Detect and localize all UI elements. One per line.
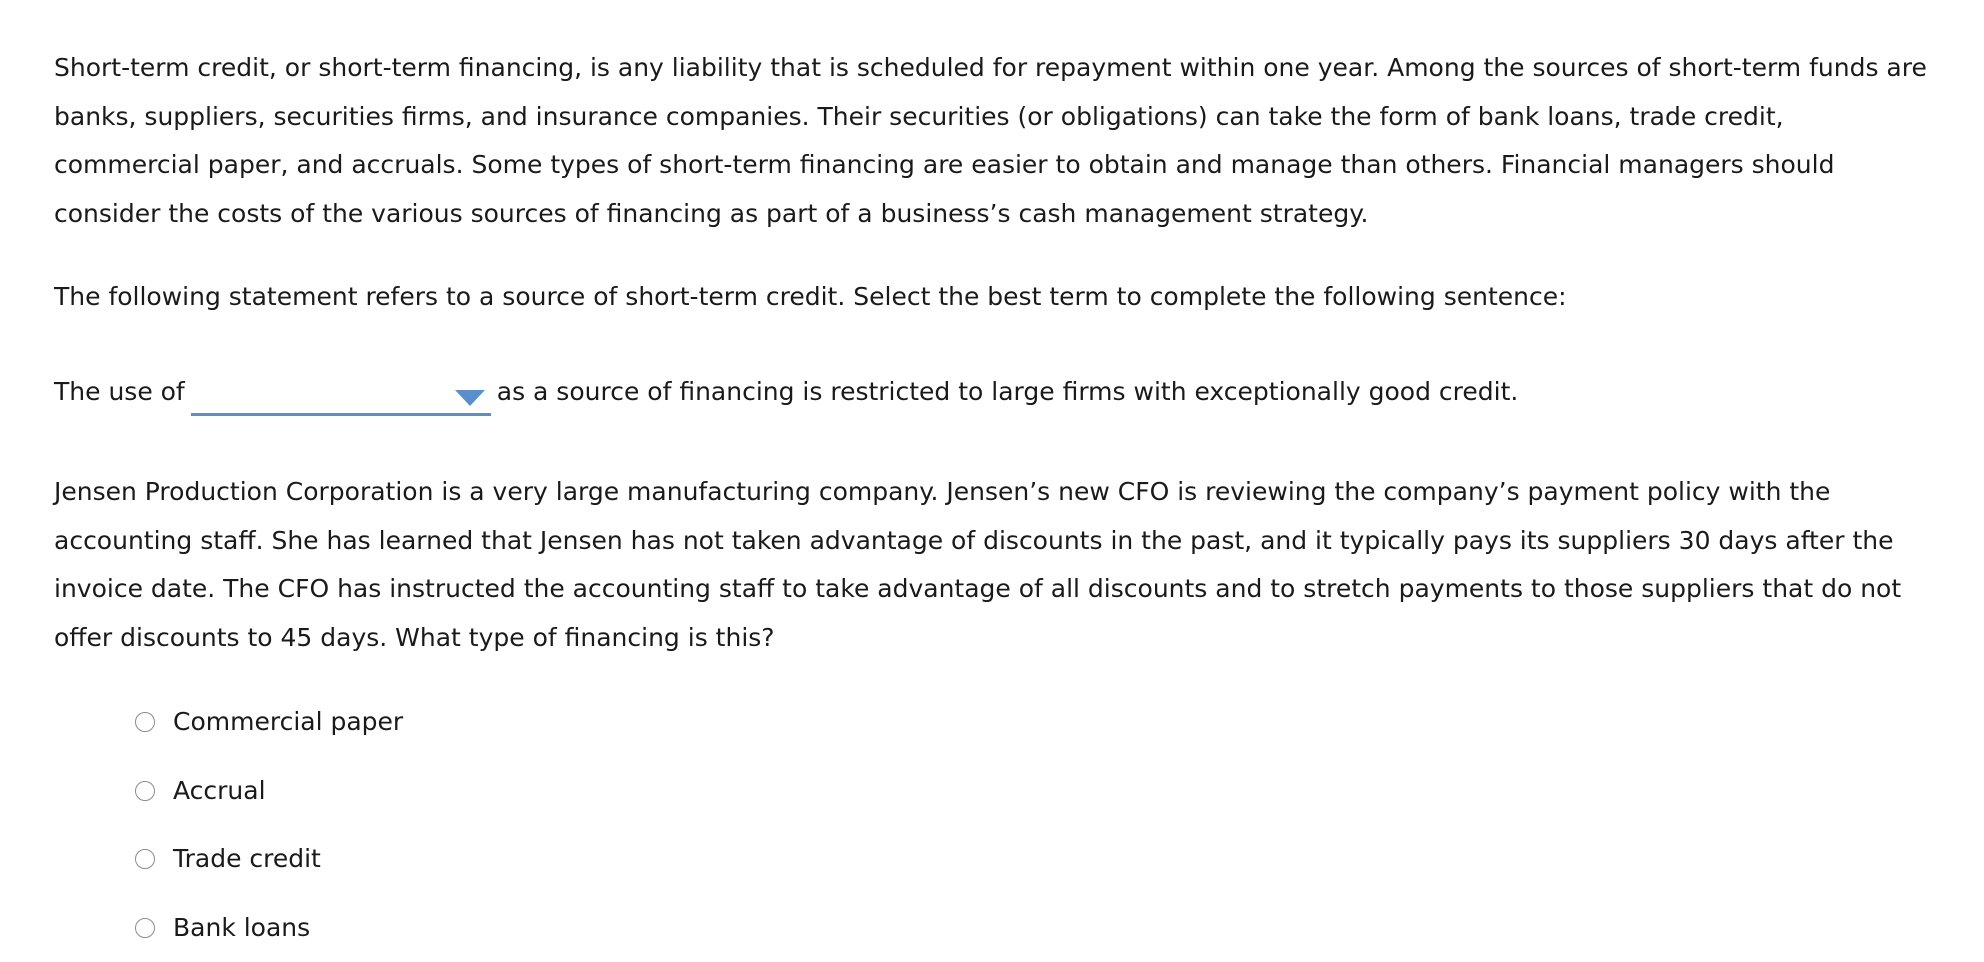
sentence-prefix: The use of	[54, 377, 185, 406]
option-label: Accrual	[173, 776, 266, 806]
sentence-suffix: as a source of financing is restricted to large firms with exceptionally good credit.	[497, 377, 1519, 406]
answer-options	[135, 688, 403, 962]
option-label: Bank loans	[173, 913, 310, 943]
option-label: Trade credit	[173, 844, 321, 874]
radio-button[interactable]	[135, 781, 155, 801]
fill-in-sentence	[54, 368, 1934, 416]
option-trade-credit[interactable]	[135, 825, 403, 894]
option-label: Commercial paper	[173, 707, 403, 737]
option-commercial-paper[interactable]	[135, 688, 403, 757]
term-dropdown[interactable]	[191, 373, 491, 416]
radio-button[interactable]	[135, 918, 155, 938]
radio-button[interactable]	[135, 712, 155, 732]
caret-down-icon	[455, 390, 485, 406]
question-paragraph: Jensen Production Corporation is a very large manufacturing company. Jensen’s new CFO is reviewing the company’s payment policy with the accounting staff. She has learned that Jensen has not taken advantage of discounts in the past, and it typically pays its suppliers 30 days after the invoice date. The CFO has instructed the accounting staff to take advantage of all discounts and to stretch payments to those suppliers that do not offer discounts to 45 days. What type of financing is this?	[54, 468, 1934, 662]
option-bank-loans[interactable]	[135, 894, 403, 962]
instruction-text: The following statement refers to a source of short-term credit. Select the best term to complete the following sentence:	[54, 273, 1934, 322]
radio-button[interactable]	[135, 849, 155, 869]
intro-paragraph: Short-term credit, or short-term financing, is any liability that is scheduled for repayment within one year. Among the sources of short-term funds are banks, suppliers, securities firms, and insurance companies. Their securities (or obligations) can take the form of bank loans, trade credit, commercial paper, and accruals. Some types of short-term financing are easier to obtain and manage than others. Financial managers should consider the costs of the various sources of financing as part of a business’s cash management strategy.	[54, 44, 1934, 238]
option-accrual[interactable]	[135, 757, 403, 826]
